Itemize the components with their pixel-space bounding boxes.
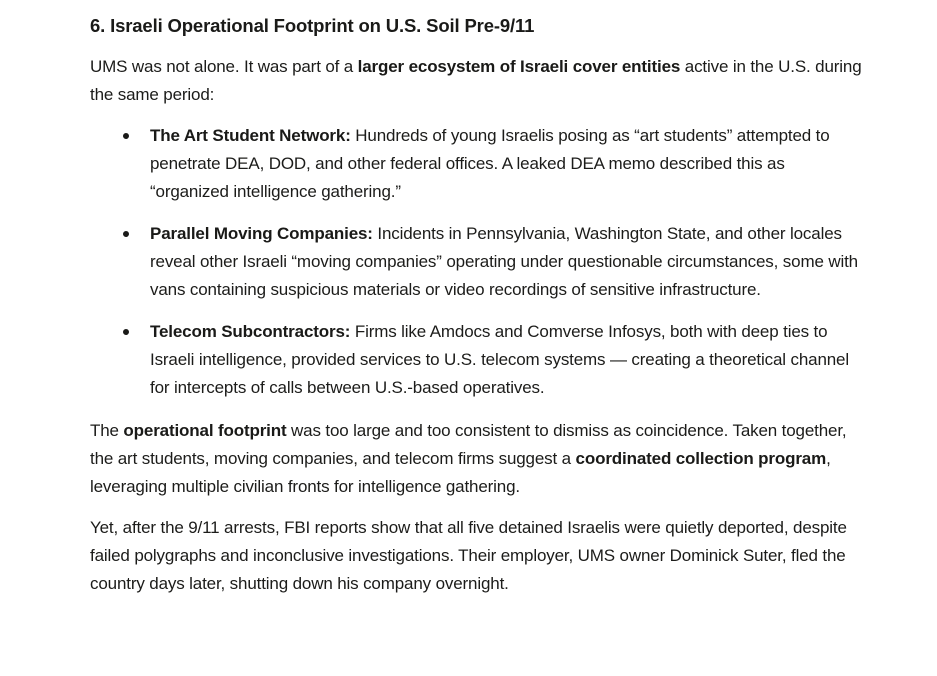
list-item-text: The Art Student Network: Hundreds of young Israelis posing as “art students” attempted to penetrate DEA, DOD, and other federal offices. A leaked DEA memo described this as “organized intelligence gathering.” [150, 126, 830, 201]
list-item-telecom-subcontractors [150, 318, 862, 402]
conclusion-paragraph: The operational footprint was too large and too consistent to dismiss as coincidence. Taken together, the art students, moving companies, and telecom firms suggest a coordinated collection program, leveraging multiple civilian fronts for intelligence gathering. [90, 421, 847, 496]
list-item-text: Parallel Moving Companies: Incidents in Pennsylvania, Washington State, and other locales reveal other Israeli “moving companies” operating under questionable circumstances, some with vans containing suspicious materials or video recordings of sensitive infrastructure. [150, 224, 858, 299]
closing-paragraph: Yet, after the 9/11 arrests, FBI reports show that all five detained Israelis were quietly deported, despite failed polygraphs and inconclusive investigations. Their employer, UMS owner Dominick Suter, fled the country days later, shutting down his company overnight. [90, 518, 847, 593]
section-heading: 6. Israeli Operational Footprint on U.S. Soil Pre-9/11 [90, 15, 535, 36]
list-item-art-student-network [150, 122, 862, 206]
list-item-text: Telecom Subcontractors: Firms like Amdocs and Comverse Infosys, both with deep ties to Israeli intelligence, provided services to U.S. telecom systems — creating a theoretical channel for intercepts of calls between U.S.-based operatives. [150, 322, 849, 397]
list-item-parallel-moving-companies [150, 220, 862, 304]
cover-entities-list [90, 122, 862, 402]
document-body [90, 12, 862, 611]
bullet-icon [123, 231, 129, 237]
bullet-icon [123, 133, 129, 139]
bullet-icon [123, 329, 129, 335]
intro-paragraph: UMS was not alone. It was part of a larger ecosystem of Israeli cover entities active in the U.S. during the same period: [90, 57, 862, 104]
